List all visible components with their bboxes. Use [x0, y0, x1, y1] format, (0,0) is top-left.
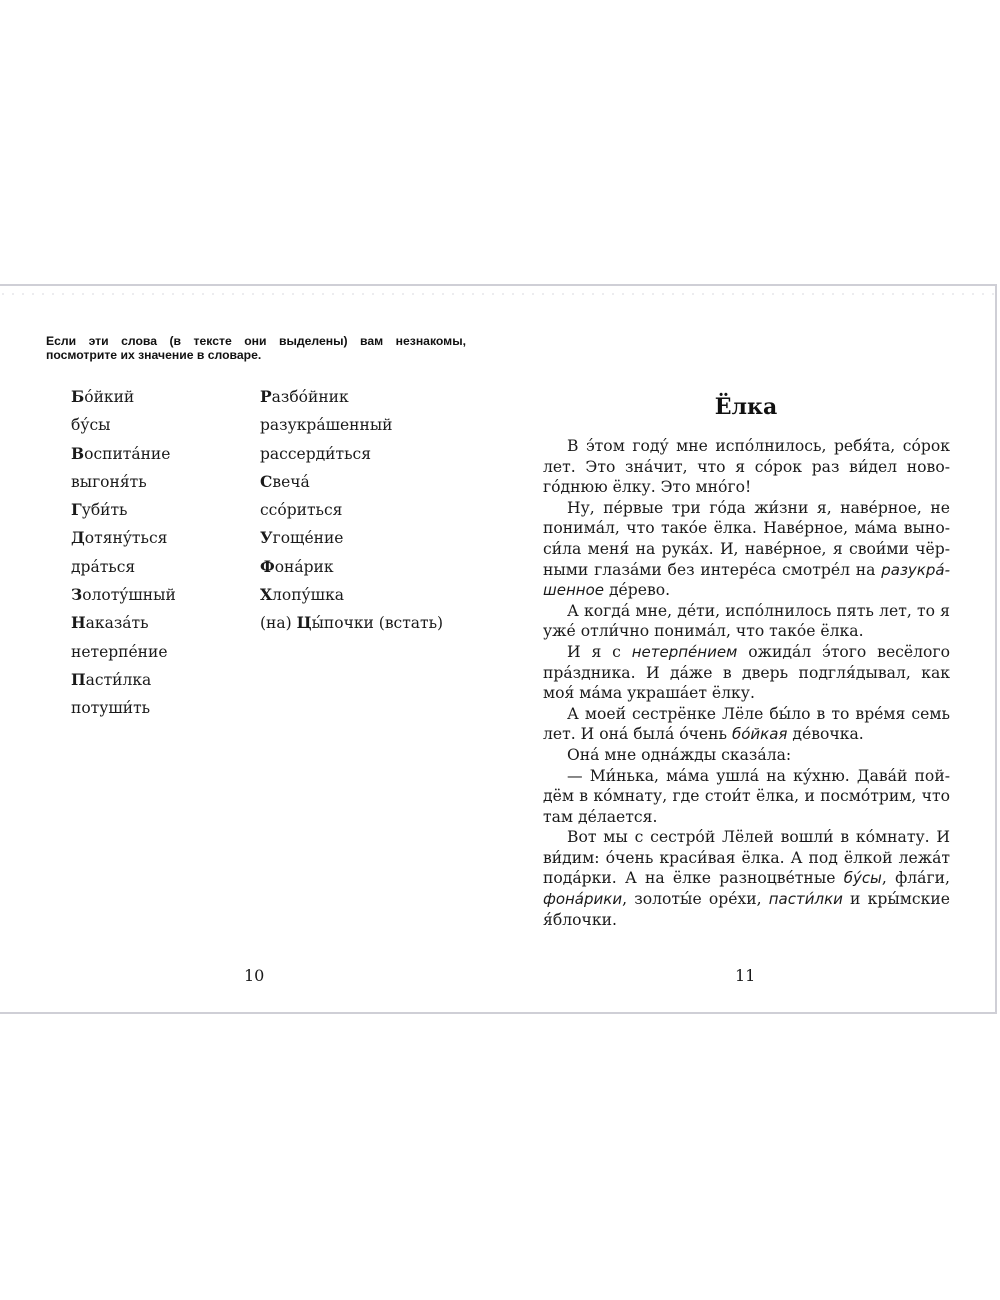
story-paragraph	[543, 436, 950, 498]
story-paragraph	[543, 766, 950, 828]
vocabulary-initial-letter: Х	[260, 585, 273, 605]
story-text-segment: А моей́ сестрёнке Лёле бы́ло в то вре́мя семь лет. И она́ была́ о́чень	[543, 704, 950, 744]
story-text-segment: И я с	[567, 642, 632, 661]
vocabulary-word: ы́почки (встать)	[311, 614, 444, 633]
vocabulary-word: выгоня́ть	[71, 472, 147, 491]
vocabulary-item	[71, 697, 176, 725]
vocabulary-item	[71, 499, 176, 527]
vocabulary-initial-letter: Ц	[296, 613, 312, 633]
vocabulary-word: о́йкий	[84, 388, 135, 406]
story-text-segment: ожида́л э́того весёлого пра́здника. И да́же в дверь подгля́дывал, как моя́ ма́ма украша́ет ёлку.	[543, 642, 950, 703]
vocabulary-item	[260, 584, 443, 612]
book-spread	[0, 284, 997, 1014]
vocabulary-word: асти́лка	[85, 670, 152, 689]
page-number-right: 11	[735, 966, 756, 985]
story-text	[543, 436, 950, 930]
vocabulary-note: Если эти слова (в тексте они выделены) вам незнакомы, посмотрите их значение в словаре.	[46, 334, 466, 362]
page-number-left: 10	[244, 966, 265, 985]
highlighted-word: бо́йкая	[732, 725, 788, 744]
vocabulary-initial-letter: У	[260, 528, 273, 548]
story-text-segment: — Ми́нька, ма́ма ушла́ на ку́хню. Дава́й пойдём в ко́мнату, где стои́т ёлка, и посмо́трим, что там де́лается.	[543, 766, 950, 826]
story-paragraph	[543, 745, 950, 766]
vocabulary-word: потуши́ть	[71, 699, 151, 718]
highlighted-word: пасти́лки	[768, 890, 843, 909]
vocabulary-word: аказа́ть	[85, 614, 149, 633]
vocabulary-item	[71, 443, 176, 471]
vocabulary-word: рассерди́ться	[260, 444, 371, 463]
vocabulary-item	[71, 386, 176, 414]
vocabulary-word: оспита́ние	[84, 444, 171, 463]
vocabulary-item	[260, 443, 443, 471]
story-text-segment: А когда́ мне, де́ти, испо́лнилось пять лет, то я уже́ отли́чно понима́л, что тако́е ёлка.	[543, 601, 950, 641]
vocabulary-initial-letter: П	[71, 669, 86, 689]
story-title: Ёлка	[714, 394, 778, 420]
vocabulary-word: гоще́ние	[272, 529, 344, 548]
vocabulary-item	[260, 499, 443, 527]
story-text-segment: , фла́ги,	[881, 869, 951, 888]
vocabulary-word: олоту́шный	[82, 586, 176, 605]
story-paragraph	[543, 704, 950, 745]
vocabulary-word: лопу́шка	[272, 586, 344, 605]
story-text-segment: Она́ мне одна́жды сказа́ла:	[567, 745, 792, 764]
vocabulary-item	[260, 386, 443, 414]
vocabulary-word: азбо́йник	[271, 388, 349, 406]
vocabulary-item	[71, 471, 176, 499]
vocabulary-item	[71, 612, 176, 640]
vocabulary-initial-letter: З	[71, 585, 83, 605]
story-text-segment: и кры́мские я́блочки.	[543, 890, 950, 929]
vocabulary-item	[71, 641, 176, 669]
vocabulary-word: разукра́шенный	[260, 416, 393, 435]
vocabulary-initial-letter: Р	[260, 387, 272, 406]
vocabulary-initial-letter: Г	[71, 500, 82, 520]
vocabulary-item	[71, 669, 176, 697]
highlighted-word: нетерпе́нием	[631, 642, 738, 661]
vocabulary-initial-letter: Д	[71, 528, 85, 548]
story-text-segment: , золоты́е оре́хи,	[622, 890, 769, 909]
vocabulary-item	[71, 414, 176, 442]
vocabulary-initial-letter: Ф	[260, 556, 275, 576]
vocabulary-word: веча́	[272, 472, 310, 491]
vocabulary-item	[71, 584, 176, 612]
vocabulary-word: уби́ть	[81, 501, 128, 520]
story-text-segment: Ну, пе́рвые три го́да жи́зни я, наве́рное, не понима́л, что тако́е ёлка. Наве́рное, ма́ма выноси́ла меня́ на рука́х. И, наве́рное, я свои́ми чёрными глаза́ми без интере́са смотре́л на	[543, 498, 950, 579]
vocabulary-initial-letter: С	[260, 471, 273, 491]
vocabulary-word: бу́сы	[71, 416, 111, 435]
vocabulary-initial-letter: Б	[71, 387, 85, 406]
vocabulary-word: нетерпе́ние	[71, 642, 168, 661]
vocabulary-list-column-1	[71, 386, 176, 726]
vocabulary-item	[260, 612, 443, 640]
vocabulary-word: ссо́риться	[260, 501, 343, 520]
vocabulary-item	[260, 527, 443, 555]
vocabulary-word: отяну́ться	[84, 529, 168, 548]
vocabulary-item	[71, 556, 176, 584]
story-text-segment: В э́том году́ мне испо́лнилось, ребя́та, со́рок лет. Это зна́чит, что я со́рок раз ви́дел нового́днюю ёлку. Это мно́го!	[543, 437, 950, 497]
page-edge-dots	[0, 292, 995, 296]
vocabulary-initial-letter: Н	[71, 613, 86, 633]
vocabulary-list-column-2	[260, 386, 443, 641]
vocabulary-initial-letter: В	[71, 443, 85, 463]
story-paragraph	[543, 642, 950, 704]
vocabulary-word: она́рик	[274, 557, 334, 576]
highlighted-word: бу́сы	[843, 869, 882, 888]
vocabulary-item	[260, 471, 443, 499]
story-text-segment: де́рево.	[603, 581, 671, 600]
vocabulary-item	[71, 527, 176, 555]
highlighted-word: разукра́шенное	[543, 560, 950, 600]
story-text-segment: Вот мы с сестро́й Лёлей вошли́ в ко́мнату. И ви́дим: о́чень краси́вая ёлка. А под ёлкой лежа́т пода́рки. А на ёлке разноцве́тные	[543, 828, 950, 888]
story-paragraph	[543, 827, 950, 930]
story-paragraph	[543, 601, 950, 642]
story-text-segment: де́вочка.	[787, 725, 864, 744]
highlighted-word: фона́рики	[543, 890, 623, 909]
vocabulary-item	[260, 414, 443, 442]
story-paragraph	[543, 498, 950, 601]
vocabulary-prefix: (на)	[260, 614, 297, 633]
vocabulary-word: дра́ться	[71, 557, 136, 576]
vocabulary-item	[260, 556, 443, 584]
